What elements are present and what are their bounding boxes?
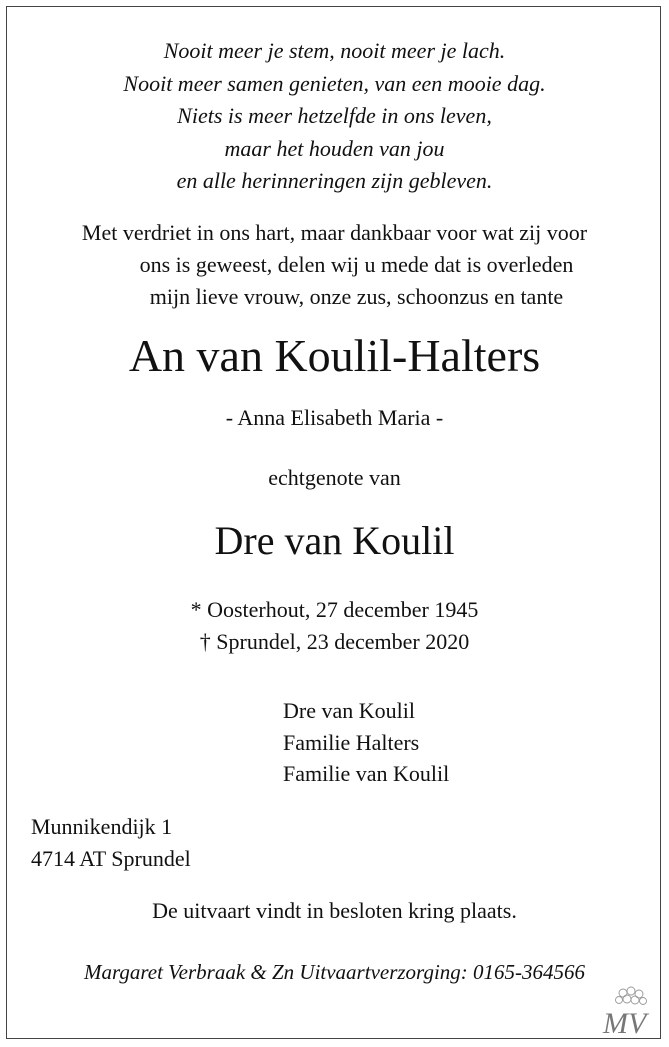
deceased-full-name: - Anna Elisabeth Maria - <box>225 405 444 430</box>
spouse-label: echtgenote van <box>268 465 401 490</box>
signatory-2: Familie Halters <box>283 730 420 755</box>
poem-line-5: en alle herinneringen zijn gebleven. <box>176 168 493 193</box>
poem-line-1: Nooit meer je stem, nooit meer je lach. <box>163 38 506 63</box>
funeral-note: De uitvaart vindt in besloten kring plaats. <box>152 898 517 923</box>
intro-line-3: mijn lieve vrouw, onze zus, schoonzus en tante <box>149 284 564 309</box>
signatory-1: Dre van Koulil <box>283 698 415 723</box>
death-date: † Sprundel, 23 december 2020 <box>199 629 470 654</box>
address-street: Munnikendijk 1 <box>31 814 173 839</box>
birth-date: * Oosterhout, 27 december 1945 <box>190 597 479 622</box>
logo-monogram: MV <box>603 1007 647 1040</box>
poem-line-3: Niets is meer hetzelfde in ons leven, <box>177 103 492 128</box>
address-postal: 4714 AT Sprundel <box>31 846 191 871</box>
intro-line-1: Met verdriet in ons hart, maar dankbaar voor wat zij voor <box>81 220 588 245</box>
deceased-name: An van Koulil-Halters <box>128 330 541 381</box>
intro-line-2: ons is geweest, delen wij u mede dat is overleden <box>139 252 574 277</box>
signatory-3: Familie van Koulil <box>283 761 450 786</box>
poem-line-2: Nooit meer samen genieten, van een mooie dag. <box>123 71 546 96</box>
undertaker-line: Margaret Verbraak & Zn Uitvaartverzorging: 0165-364566 <box>83 960 586 984</box>
undertaker-logo-icon <box>589 985 665 1041</box>
poem-line-4: maar het houden van jou <box>224 136 445 161</box>
spouse-name: Dre van Koulil <box>214 518 455 563</box>
